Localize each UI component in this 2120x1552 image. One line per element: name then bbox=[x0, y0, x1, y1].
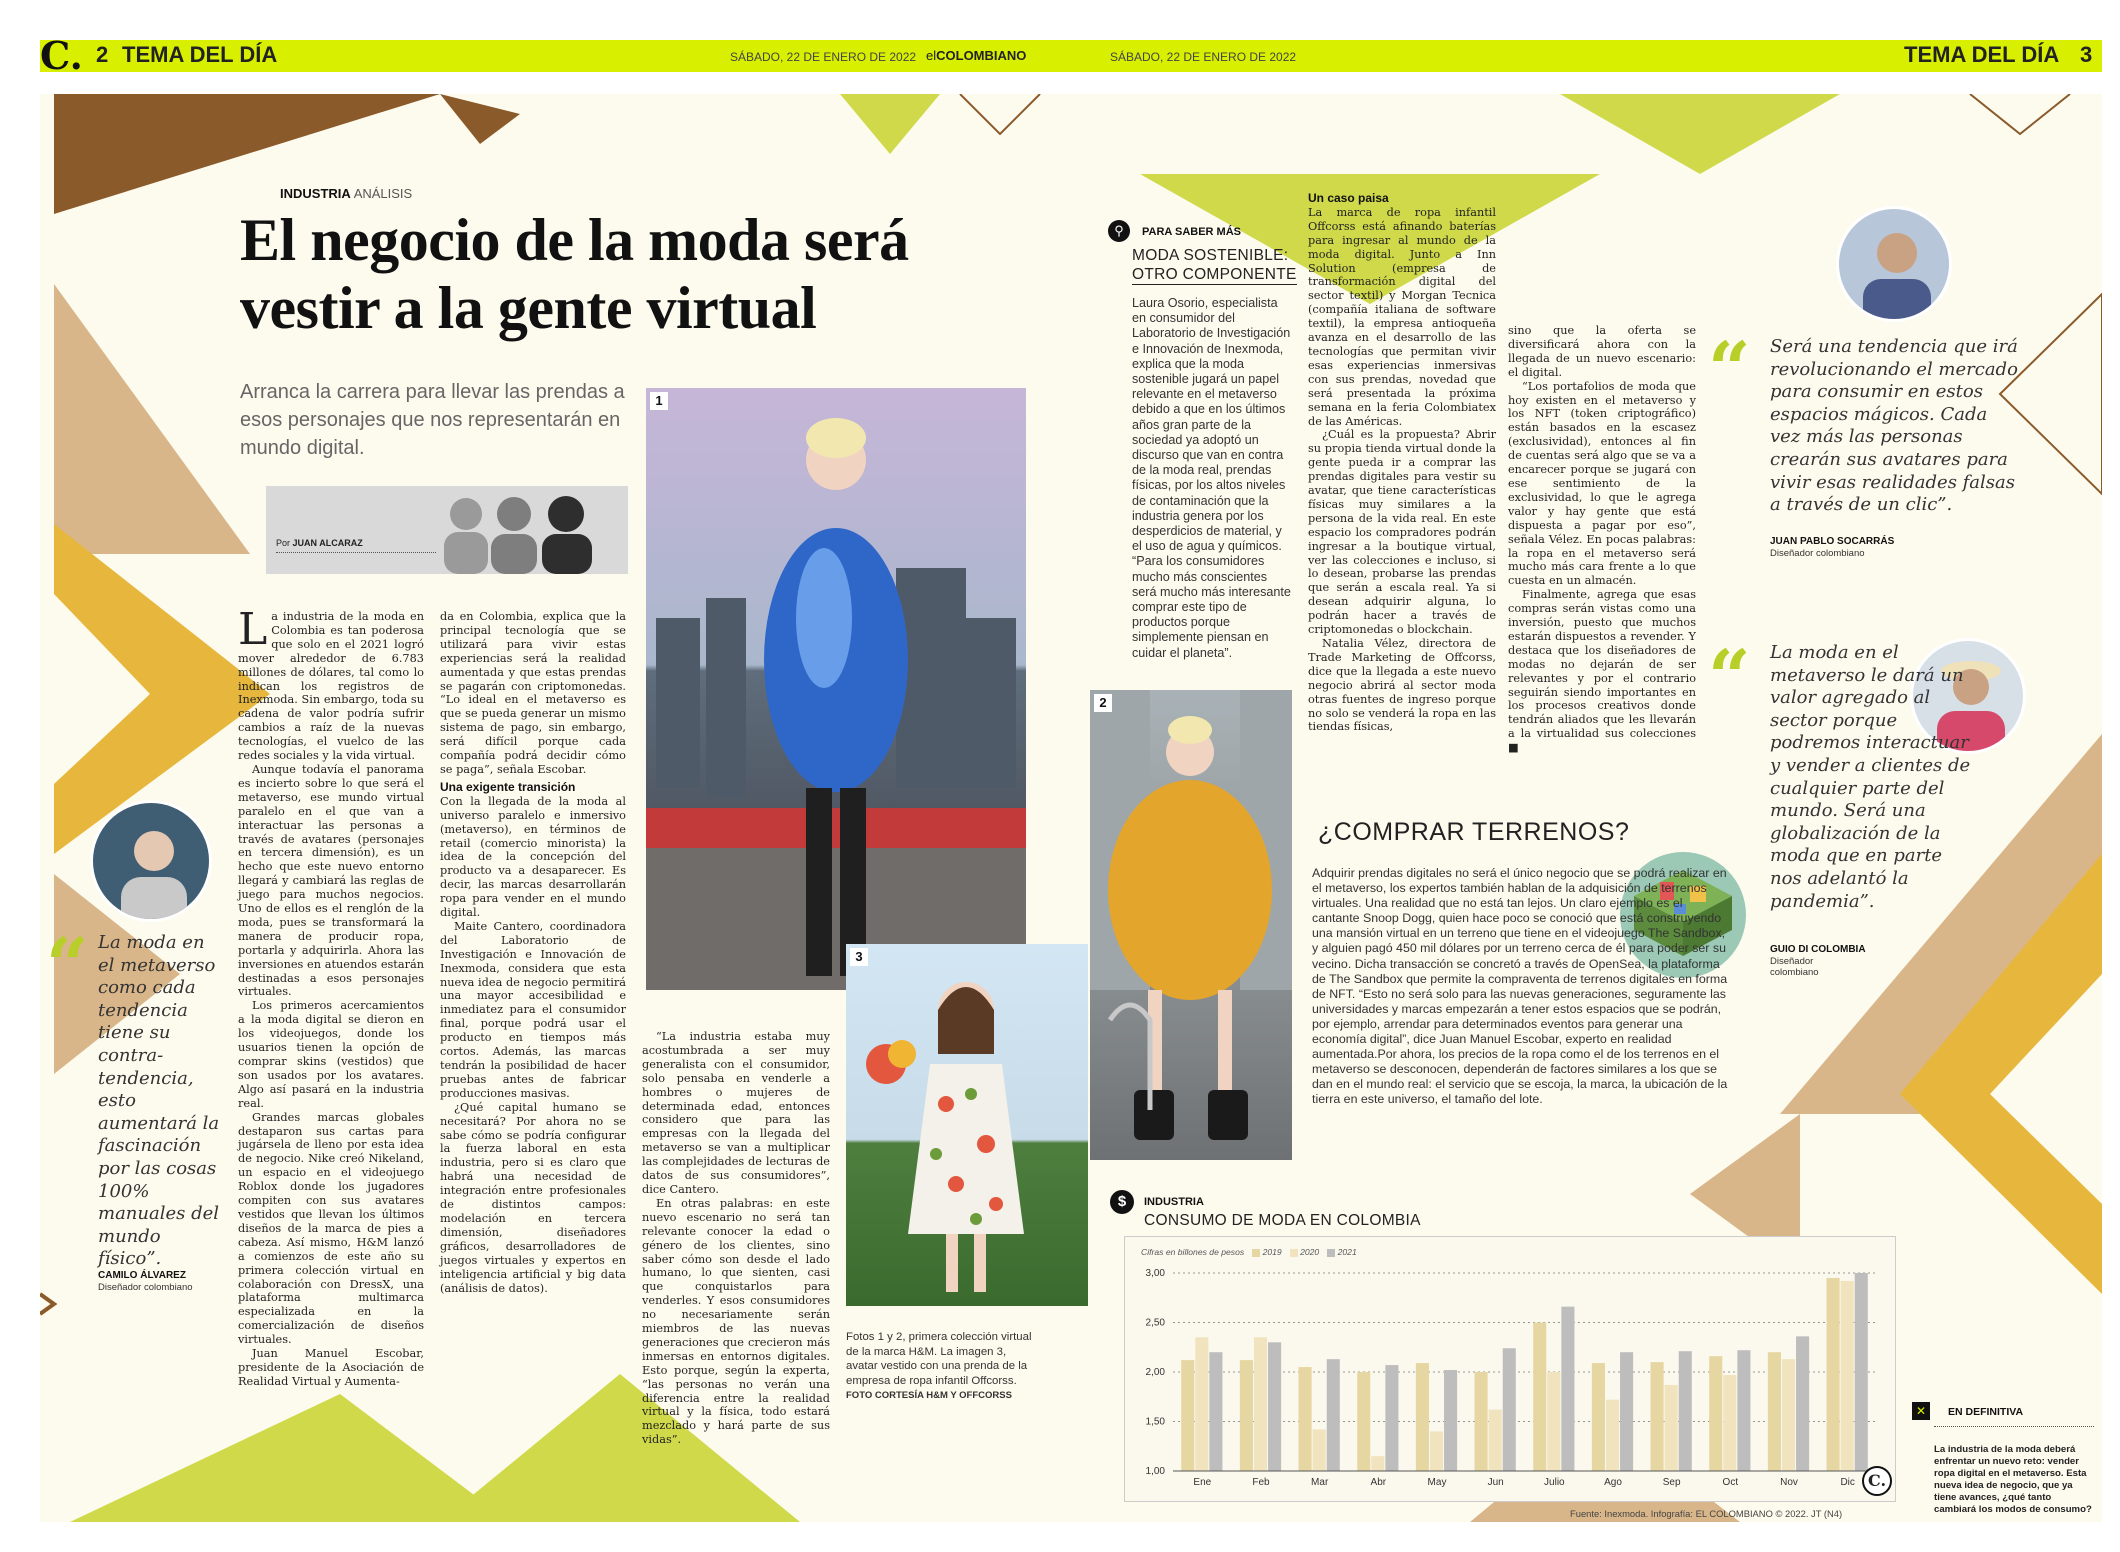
x-tick-label: May bbox=[1427, 1477, 1447, 1488]
kicker-light: ANÁLISIS bbox=[353, 186, 413, 201]
case-paragraph-1: La marca de ropa infantil Offcorss está afinando baterías para ingresar al mundo de la moda digital. Junto a Inn Solution (empresa de transformación digital del sector textil) y Morgan Tecnica (compañía italiana de software textil), la empresa antioqueña avanza en el desarrollo de las tecnologías que permitan vivir esas experiencias inmersivas con sus prendas, novedad que será presentada la próxima semana en la feria Colombiatex de las Américas. bbox=[1308, 205, 1496, 428]
x-tick-label: Mar bbox=[1311, 1477, 1329, 1488]
photo-2-model-gold-dress bbox=[1090, 690, 1292, 1160]
legend-2021: 2021 bbox=[1327, 1247, 1357, 1257]
y-tick-label: 1,50 bbox=[1145, 1416, 1165, 1428]
summary-divider bbox=[1934, 1426, 2094, 1427]
page-number-left: 2 bbox=[96, 42, 109, 67]
chart-title: CONSUMO DE MODA EN COLOMBIA bbox=[1144, 1212, 1421, 1229]
x-tick-label: Nov bbox=[1780, 1477, 1798, 1488]
chart-unit-note: Cifras en billones de pesos bbox=[1141, 1247, 1245, 1257]
case-paragraph-3: Natalia Vélez, directora de Trade Marketing de Offcorss, dice que la llegada a este nuevo negocio abrirá al sector moda otras fuentes de ingreso porque no solo se venderá la ropa en las tiendas físicas, bbox=[1308, 637, 1496, 734]
chart-kicker: INDUSTRIA bbox=[1144, 1196, 1204, 1208]
headline-line-1: El negocio de la moda será bbox=[240, 207, 909, 273]
x-tick-label: Sep bbox=[1662, 1477, 1681, 1488]
bar-2020-Abr bbox=[1371, 1456, 1384, 1471]
sidebar-title-2: OTRO COMPONENTE bbox=[1132, 266, 1297, 283]
bar-2021-Jun bbox=[1503, 1348, 1516, 1471]
x-tick-label: Abr bbox=[1370, 1477, 1387, 1488]
legend-2019: 2019 bbox=[1252, 1247, 1282, 1257]
bar-2020-Dic bbox=[1841, 1281, 1854, 1471]
case-paragraph-5: “Los portafolios de moda que hoy existen en el metaverso y los NFT (token criptográfico) están basados en la escasez (exclusividad), entonces al fin de cuentas será algo que se va a encarecer porque se jugará con ese sentimiento de la exclusividad, lo que le agrega valor y hay gente que está dispuesta a pagar por eso”, señala Vélez. En pocas palabras: la ropa en el metaverso será mucho más cara frente a lo que cuesta en un almacén. bbox=[1508, 379, 1696, 588]
masthead-name: COLOMBIANO bbox=[936, 48, 1027, 63]
col3-paragraph-2: En otras palabras: en este nuevo escenario no será tan relevante conocer la edad o género de los clientes, sino saber cómo son desde el lado humano, lo que sienten, casi que conquistarlos para venderles. Y esos consumidores no necesariamente serán miembros de las nuevas generaciones que crecieron más inmersas en entornos digitales. Esto porque, según la experta, “las personas no verán una diferencia entre la realidad virtual y la física, todo estará mezclado y hará parte de sus vidas”. bbox=[642, 1196, 830, 1447]
photo-2-illustration bbox=[1090, 690, 1292, 1160]
summary-icon: ✕ bbox=[1912, 1402, 1930, 1420]
bar-2021-Julio bbox=[1561, 1307, 1574, 1471]
caption-text: Fotos 1 y 2, primera colección virtual de la marca H&M. La imagen 3, avatar vestido con una prenda de la empresa de ropa infantil Offcorss. bbox=[846, 1331, 1032, 1387]
masthead-prefix: el bbox=[926, 48, 937, 63]
body-column-1 bbox=[238, 604, 424, 1389]
bar-2020-Ago bbox=[1606, 1400, 1619, 1471]
x-tick-label: Oct bbox=[1722, 1477, 1739, 1488]
case-subhead: Un caso paisa bbox=[1308, 191, 1389, 205]
bar-2020-Mar bbox=[1313, 1429, 1326, 1471]
col1-paragraph-5: Juan Manuel Escobar, presidente de la Asociación de Realidad Virtual y Aumenta- bbox=[238, 1347, 424, 1388]
quote-mark-right-1: “ bbox=[1708, 327, 1751, 413]
bar-2019-Julio bbox=[1533, 1323, 1546, 1472]
chart-source: Fuente: Inexmoda. Infografía: EL COLOMBIANO © 2022. JT (N4) bbox=[1570, 1508, 1843, 1519]
top-bar bbox=[40, 40, 2102, 72]
avatar-juan-pablo-socarras bbox=[1836, 206, 1952, 322]
bar-2021-Oct bbox=[1737, 1350, 1750, 1471]
quote-right-2-name: GUIO DI COLOMBIA bbox=[1770, 944, 1866, 955]
sidebar-body: Laura Osorio, especialista en consumidor del Laboratorio de Investigación e Innovación de Inexmoda, explica que la moda sostenible jugará un papel relevante en el metaverso debido a que en los últimos años gran parte de la sociedad ya adoptó un discurso que van en contra de la moda real, prendas físicas, por los altos niveles de contaminación que la industria genera por los desperdicios de material, y el uso de agua y químicos. “Para los consumidores mucho más conscientes será mucho más interesante comprar este tipo de productos porque simplemente piensan en cuidar el planeta”. bbox=[1132, 296, 1291, 660]
bar-2020-Sep bbox=[1665, 1385, 1678, 1471]
case-paragraph-6: Finalmente, agrega que esas compras serán vistas como una inversión, puesto que muchos estarán dispuestos a revender. Y destaca que los diseñadores de modas no dejarán de ser relevantes y por el contrario seguirán siendo importantes en los procesos creativos donde tendrán aliados que les llevarán a la virtualidad sus colecciones ■ bbox=[1508, 588, 1696, 755]
case-column-2 bbox=[1508, 324, 1696, 755]
quote-right-1-name: JUAN PABLO SOCARRÁS bbox=[1770, 536, 1895, 547]
photo-1-illustration bbox=[646, 388, 1026, 990]
summary-text: La industria de la moda deberá enfrentar un nuevo reto: vender ropa digital en el metaverso. Esta nueva idea de negocio, que ya tiene avances, ¿qué tanto cambiará los modos de consumo? bbox=[1934, 1444, 2092, 1515]
sidebar-icon: ⚲ bbox=[1108, 220, 1130, 242]
bar-2019-Oct bbox=[1709, 1356, 1722, 1471]
col2-paragraph-1: da en Colombia, explica que la principal tecnología que se utilizará para vivir estas experiencias será la realidad aumentada y que estas prendas se pagarán con criptomonedas. “Lo ideal en el metaverso es que se pueda generar un mismo sistema de pago, sin embargo, será difícil porque cada compañía podrá decidir cómo se paga”, señala Escobar. bbox=[440, 610, 626, 776]
drop-cap: L bbox=[238, 604, 268, 655]
x-tick-label: Ene bbox=[1193, 1477, 1212, 1488]
headline bbox=[240, 206, 1040, 342]
quote-right-2-role: Diseñador colombiano bbox=[1770, 956, 1819, 978]
bar-2021-Ene bbox=[1209, 1352, 1222, 1471]
quote-left-role: Diseñador colombiano bbox=[98, 1282, 193, 1293]
photo-3-label: 3 bbox=[850, 948, 868, 966]
case-paragraph-2: ¿Cuál es la propuesta? Abrir su propia tienda virtual donde la gente pueda ir a comprar las prendas digitales para vestir su avatar, que tiene características físicas muy similares a la persona de la vida real. En este espacio los compradores podrán ingresar a la boutique virtual, ver las colecciones e incluso, si lo desean, probarse las prendas que serán a escala real. Ya si desean adquirir alguna, lo podrán hacer a través de criptomonedas o blockchain. bbox=[1308, 428, 1496, 637]
land-body: Adquirir prendas digitales no será el único negocio que se podrá realizar en el metaverso, los expertos también hablan de la adquisición de terrenos virtuales. Una realidad que no está tan lejos. Un claro ejemplo es el cantante Snoop Dogg, quien hace poco se conoció que está construyendo una mansión virtual en un terreno que tiene en el videojuego The Sandbox, y alguien pagó 450 mil dólares por un terreno cerca de él para poder ser su vecino. Dicha transacción se concretó a través de OpenSea, la plataforma de The Sandbox que permite la compraventa de terrenos digitales en forma de NFT. “Esto no será solo para las nuevas generaciones, seguramente las universidades y marcas empezarán a tener estos espacios que se podrán, por ejemplo, arrendar para determinados eventos para generar una economía digital”, dice Juan Manuel Escobar, experto en realidad aumentada.Por ahora, los precios de la ropa como el de los terrenos en el metaverso se desconocen, dependerán de factores similares a los que se dan en el mundo real: el servicio que se escoja, la marca, la ubicación de la tierra en este universo, el tamaño del lote. bbox=[1312, 866, 1728, 1107]
kicker-bold: INDUSTRIA bbox=[280, 186, 351, 201]
quote-mark-right-2: “ bbox=[1708, 635, 1751, 721]
byline-divider bbox=[276, 552, 436, 553]
col2-subhead: Una exigente transición bbox=[440, 779, 576, 794]
article-kicker bbox=[280, 186, 412, 201]
bar-2019-Sep bbox=[1651, 1362, 1664, 1471]
summary-label: EN DEFINITIVA bbox=[1948, 1406, 2024, 1418]
date-left: SÁBADO, 22 DE ENERO DE 2022 bbox=[730, 50, 917, 64]
col2-paragraph-3: Maite Cantero, coordinadora del Laboratorio de Investigación e Innovación de Inexmoda, considera que esta nueva idea de negocio permitirá una mayor accesibilidad e inmediatez para el consumidor final, porque podrá usar el producto en tiempos más cortos. Además, las marcas tendrán la posibilidad de hacer pruebas antes de fabricar producciones masivas. bbox=[440, 919, 626, 1100]
bar-2020-May bbox=[1430, 1431, 1443, 1471]
bar-2019-Nov bbox=[1768, 1352, 1781, 1471]
byline-name: JUAN ALCARAZ bbox=[292, 538, 363, 548]
section-title-left: TEMA DEL DÍA bbox=[122, 42, 278, 67]
bar-chart bbox=[1125, 1237, 1897, 1503]
photo-3-illustration bbox=[846, 944, 1088, 1306]
col3-paragraph-1: “La industria estaba muy acostumbrada a ser muy generalista con el consumidor, solo pensaba en venderle a hombres o mujeres de determinada edad, entonces considero que para las empresas con la llegada del metaverso se van a multiplicar las complejidades de lecturas de datos de sus consumidores”, dice Cantero. bbox=[642, 1030, 830, 1196]
bar-2020-Nov bbox=[1782, 1359, 1795, 1471]
chart-icon: $ bbox=[1110, 1190, 1134, 1214]
col1-paragraph-1: a industria de la moda en Colombia es tan poderosa que solo en el 2021 logró mover alrededor de 6.783 millones de dólares, tal como lo indican los registros de Inexmoda. Sin embargo, toda su cadena de valor podría sufrir cambios a raíz de la nuevas tecnologías, el vuelco de las redes sociales y la vida virtual. bbox=[238, 610, 424, 763]
bar-2019-Jun bbox=[1475, 1372, 1488, 1471]
chart-panel bbox=[1124, 1236, 1896, 1502]
bar-2021-Mar bbox=[1327, 1359, 1340, 1471]
byline bbox=[276, 538, 363, 548]
bar-2020-Julio bbox=[1547, 1372, 1560, 1471]
col1-paragraph-3: Los primeros acercamientos a la moda digital se dieron en los videojuegos, donde los usuarios tienen la opción de comprar skins (vestidos) que son usados por los avatares. Algo así pasará en la industria real. bbox=[238, 999, 424, 1110]
bar-2019-Ene bbox=[1181, 1360, 1194, 1471]
masthead bbox=[926, 48, 1026, 63]
bar-2021-Sep bbox=[1679, 1351, 1692, 1471]
y-tick-label: 1,00 bbox=[1145, 1466, 1165, 1477]
page-number-right: 3 bbox=[2080, 42, 2093, 67]
land-title: ¿COMPRAR TERRENOS? bbox=[1318, 818, 1630, 846]
bar-2021-Ago bbox=[1620, 1352, 1633, 1471]
case-paragraph-4: sino que la oferta se diversificará ahora con la llegada de un nuevo escenario: el digital. bbox=[1508, 324, 1696, 379]
body-column-3 bbox=[642, 1030, 830, 1447]
quote-right-1-text: Será una tendencia que irá revolucionando el mercado para consumir en estos espacios mágicos. Cada vez más las personas crearán sus avatares para vivir esas realidades falsas a través de un clic”. bbox=[1770, 336, 2018, 516]
quote-right-2-text: La moda en el metaverso le dará un valor agregado al sector porque podremos interactuar y vender a clientes de cualquier parte del mundo. Será una globalización de la moda que en parte nos adelantó la pandemia”. bbox=[1770, 642, 1971, 912]
body-column-2 bbox=[440, 610, 626, 1295]
bar-2020-Jun bbox=[1489, 1410, 1502, 1471]
x-tick-label: Dic bbox=[1840, 1477, 1855, 1488]
quote-left-name: CAMILO ÁLVAREZ bbox=[98, 1270, 186, 1281]
y-tick-label: 2,00 bbox=[1145, 1367, 1165, 1378]
author-portraits bbox=[266, 486, 628, 574]
byline-prefix: Por bbox=[276, 538, 291, 548]
bar-2021-Feb bbox=[1268, 1342, 1281, 1471]
case-column-1 bbox=[1308, 192, 1496, 734]
bar-2019-Feb bbox=[1240, 1360, 1253, 1471]
sidebar-label: PARA SABER MÁS bbox=[1142, 226, 1242, 238]
quote-right-1-role: Diseñador colombiano bbox=[1770, 548, 1865, 559]
y-tick-label: 3,00 bbox=[1145, 1268, 1165, 1279]
bar-2021-Dic bbox=[1855, 1273, 1868, 1471]
deck: Arranca la carrera para llevar las prendas a esos personajes que nos representarán en mundo digital. bbox=[240, 381, 625, 459]
photo-2-label: 2 bbox=[1094, 694, 1112, 712]
photo-1-model-blue-jacket bbox=[646, 388, 1026, 990]
bar-2019-Abr bbox=[1357, 1372, 1370, 1471]
x-tick-label: Julio bbox=[1544, 1477, 1565, 1488]
headline-line-2: vestir a la gente virtual bbox=[240, 275, 817, 341]
photo-1-label: 1 bbox=[650, 392, 668, 410]
bar-2021-Nov bbox=[1796, 1336, 1809, 1471]
sidebar-title bbox=[1132, 246, 1297, 285]
byline-box bbox=[266, 486, 628, 574]
bar-2019-Dic bbox=[1827, 1278, 1840, 1471]
bar-2019-May bbox=[1416, 1363, 1429, 1471]
quote-mark-left: “ bbox=[46, 923, 89, 1009]
bar-2021-Abr bbox=[1385, 1365, 1398, 1471]
bar-2020-Ene bbox=[1195, 1337, 1208, 1471]
bar-2020-Oct bbox=[1723, 1375, 1736, 1471]
caption-credit: FOTO CORTESÍA H&M Y OFFCORSS bbox=[846, 1390, 1012, 1401]
x-tick-label: Ago bbox=[1604, 1477, 1622, 1488]
quote-left-text: La moda en el metaverso como cada tendencia tiene su contra-tendencia, esto aumentará la fascinación por las cosas 100% manuales del mundo físico”. bbox=[98, 932, 220, 1270]
col2-paragraph-4: ¿Qué capital humano se necesitará? Por ahora no se sabe cómo se podría configurar la fuerza laboral en esta industria, pero si es claro que habrá una necesidad de integración entre profesionales de distintos campos: modelación en tercera dimensión, diseñadores gráficos, desarrolladores de juegos virtuales y expertos en inteligencia artificial y big data (análisis de datos). bbox=[440, 1100, 626, 1295]
bar-2021-May bbox=[1444, 1370, 1457, 1471]
y-tick-label: 2,50 bbox=[1145, 1317, 1165, 1329]
photo-3-avatar bbox=[846, 944, 1088, 1306]
x-tick-label: Jun bbox=[1487, 1477, 1504, 1488]
section-title-right: TEMA DEL DÍA bbox=[1904, 42, 2060, 67]
col1-paragraph-2: Aunque todavía el panorama es incierto sobre lo que será el metaverso, ese mundo virtual paralelo en el que van a interactuar las personas a través de avatares (personajes en tercera dimensión), es un hecho que este nuevo entorno llegará y cambiará las reglas de juego para muchos negocios. Uno de ellos es el renglón de la moda, pues se transformará la manera de producir ropa, portarla y adquirirla. Ahora las inversiones en atuendos estarán destinadas a esos personajes virtuales. bbox=[238, 762, 424, 999]
photo-caption bbox=[846, 1330, 1032, 1404]
bar-2019-Ago bbox=[1592, 1363, 1605, 1471]
date-right: SÁBADO, 22 DE ENERO DE 2022 bbox=[1110, 50, 1297, 64]
bar-2020-Feb bbox=[1254, 1337, 1267, 1471]
bar-2019-Mar bbox=[1299, 1367, 1312, 1471]
legend-2020: 2020 bbox=[1290, 1247, 1320, 1257]
logo: C. bbox=[40, 33, 83, 78]
col2-paragraph-2: Con la llegada de la moda al universo paralelo e inmersivo (metaverso), en términos de retail (comercio minorista) la idea de la concepción del producto va a desaparecer. Es decir, las marcas desarrollarán ropa para vender en el mundo digital. bbox=[440, 794, 626, 920]
logo-small: C. bbox=[1862, 1466, 1892, 1496]
sidebar-title-1: MODA SOSTENIBLE: bbox=[1132, 247, 1289, 264]
avatar-camilo-alvarez bbox=[90, 800, 212, 922]
col1-paragraph-4: Grandes marcas globales destaparon sus cartas para jugársela de lleno por esta idea de negocio. Nike creó Nikeland, un espacio en el videojuego Roblox donde los jugadores compiten con sus avatares vestidos que llevan los últimos diseños de la marca de pies a cabeza. Así mismo, H&M lanzó a comienzos de este año su primera colección virtual en colaboración con DressX, una plataforma multimarca especializada en la comercialización de diseños virtuales. bbox=[238, 1110, 424, 1347]
x-tick-label: Feb bbox=[1252, 1477, 1270, 1488]
